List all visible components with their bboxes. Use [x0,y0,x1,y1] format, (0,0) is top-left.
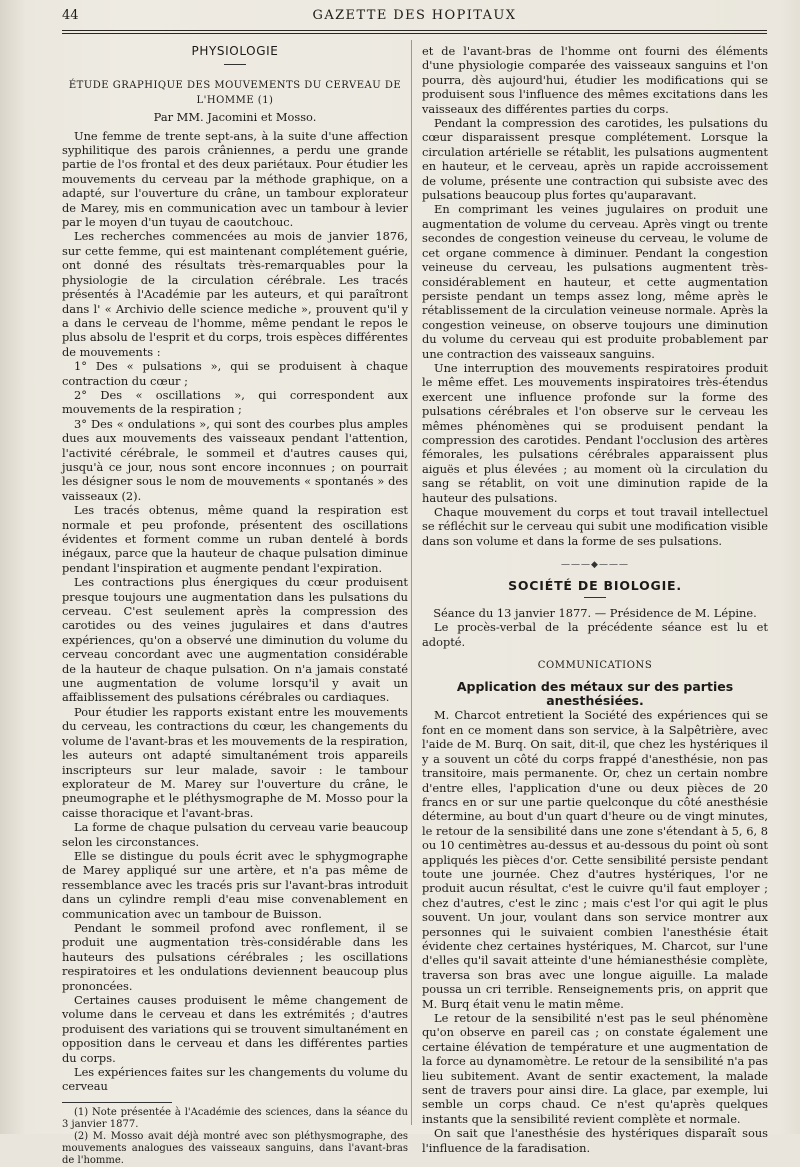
footnote-rule [62,1102,172,1103]
column-divider [411,40,412,1125]
footnote: (2) M. Mosso avait déjà montré avec son pléthysmographe, des mouvements analogues des vaisseaux sanguins, dans l'avant-bras de l'homme. [62,1130,408,1166]
session-line: Séance du 13 janvier 1877. — Présidence de M. Lépine. [433,606,757,621]
paragraph: Les tracés obtenus, même quand la respiration est normale et peu profonde, présentent des oscillations évidentes et forment comme un ruban dentelé à bords inégaux, parce que la hauteur de chaque pulsation diminue pendant l'inspiration et augmente pendant l'expiration. [62,503,408,575]
right-column [422,44,768,1155]
article-authors: Par MM. Jacomini et Mosso. [153,110,317,125]
paragraph: 3° Des « ondulations », qui sont des courbes plus amples dues aux mouvements des vaisseaux pendant l'attention, l'activité cérébrale, le sommeil et d'autres causes qui, jusqu'à ce jour, nous sont encore inconnues ; on pourrait les désigner sous le nom de mouvements « spontanés » des vaisseaux (2). [62,416,408,503]
running-title: GAZETTE DES HOPITAUX [312,8,517,23]
section-ornament: ———◆——— [561,560,629,571]
section-title: PHYSIOLOGIE [191,44,279,58]
paragraph: Elle se distingue du pouls écrit avec le sphygmographe de Marey appliqué sur une artère, et n'a pas même de ressemblance avec les tracés pris sur l'avant-bras introduit dans un cylindre rempli d'eau mise convenablement en communication avec un tambour de Buisson. [62,848,408,921]
communication-title: Application des métaux sur des parties anesthésiées. [456,678,734,709]
paragraph: Certaines causes produisent le même changement de volume dans le cerveau et dans les extrémités ; d'autres produisent des variations qui se trouvent simultanément en opposition dans le cerveau et dans les différentes parties du corps. [62,993,408,1065]
paragraph: Les expériences faites sur les changements du volume du cerveau [62,1065,408,1094]
page-header [62,6,767,28]
page-number: 44 [62,8,79,23]
paragraph: 2° Des « oscillations », qui correspondent aux mouvements de la respiration ; [62,387,408,417]
header-rule-bottom [62,33,767,34]
paragraph: et de l'avant-bras de l'homme ont fourni des éléments d'une physiologie comparée des vaisseaux sanguins et l'on pourra, dès aujourd'hui, étudier les modifications qui se produisent sous l'influence des mêmes excitations dans les vaisseaux des différentes parties du corps. [422,44,768,116]
paragraph: Pendant le sommeil profond avec ronflement, il se produit une augmentation très-considérable dans les hauteurs des pulsations cérébrales ; les oscillations respiratoires et les ondulations deviennent beaucoup plus prononcées. [62,920,408,993]
paragraph: Les recherches commencées au mois de janvier 1876, sur cette femme, qui est maintenant complétement guérie, ont donné des résultats très-remarquables pour la physiologie de la circulation cérébrale. Les tracés présentés à l'Académie par les auteurs, et qui paraîtront dans l' « Archivio delle science mediche », prouvent qu'il y a dans le cerveau de l'homme, même pendant le repos le plus absolu de l'esprit et du corps, trois espèces différentes de mouvements : [62,229,408,359]
section-rule [224,64,246,65]
paragraph: Une interruption des mouvements respiratoires produit le même effet. Les mouvements inspiratoires très-étendus exercent une influence profonde sur la forme des pulsations cérébrales et l'on observe sur le cerveau les mêmes phénomènes qui se produisent pendant la compression des carotides. Pendant l'occlusion des artères fémorales, les pulsations cérébrales apparaissent plus aiguës et plus élevées ; au moment où la circulation du sang se rétablit, on voit une diminution rapide de la hauteur des pulsations. [422,360,768,505]
paragraph: M. Charcot entretient la Société des expériences qui se font en ce moment dans son service, à la Salpêtrière, avec l'aide de M. Burq. On sait, dit-il, que chez les hystériques il y a souvent un côté du corps frappé d'anesthésie, non pas transitoire, mais permanente. Or, chez un certain nombre d'entre elles, l'application d'une ou deux pièces de 20 francs en or sur une partie quelconque du côté anesthésie détermine, au bout d'un quart d'heure ou de vingt minutes, le retour de la sensibilité dans une zone s'étendant à 5, 6, 8 ou 10 centimètres au-dessus et au-dessous du point où sont appliqués les pièces d'or. Cette sensibilité persiste pendant toute une journée. Chez d'autres hystériques, l'or ne produit aucun résultat, c'est le cuivre qu'il faut employer ; chez d'autres, c'est le zinc ; mais c'est l'or qui agit le plus souvent. Un jour, voulant dans son service montrer aux personnes qui le suivaient combien l'anesthésie était évidente chez certaines hystériques, M. Charcot, sur l'une d'elles qu'il savait atteinte d'une hémianesthésie complète, traversa son bras avec une longue aiguille. La malade poussa un cri terrible. Renseignements pris, on apprit que M. Burq était venu le matin même. [422,708,768,1011]
paragraph: 1° Des « pulsations », qui se produisent à chaque contraction du cœur ; [62,359,408,388]
left-column [62,44,408,1167]
paragraph: Chaque mouvement du corps et tout travail intellectuel se réfléchit sur le cerveau qui subit une modification visible dans son volume et dans la forme de ses pulsations. [422,505,768,548]
footnote: (1) Note présentée à l'Académie des sciences, dans la séance du 3 janvier 1877. [62,1106,408,1130]
paragraph: Une femme de trente sept-ans, à la suite d'une affection syphilitique des parois crâniennes, a perdu une grande partie de l'os frontal et des deux pariétaux. Pour étudier les mouvements du cerveau par la méthode graphique, on a adapté, sur l'ouverture du crâne, un tambour explorateur de Marey, mis en communication avec un tambour à levier par le moyen d'un tuyau de caoutchouc. [62,128,408,230]
paragraph: Pour étudier les rapports existant entre les mouvements du cerveau, les contractions du cœur, les changements du volume de l'avant-bras et les mouvements de la respiration, les auteurs ont adapté simultanément trois appareils inscripteurs sur leur malade, savoir : le tambour explorateur de M. Marey sur l'ouverture du crâne, le pneumographe et le pléthysmographe de M. Mosso pour la caisse thoracique et l'avant-bras. [62,704,408,820]
paragraph: Le retour de la sensibilité n'est pas le seul phénomène qu'on observe en pareil cas ; on constate également une certaine élévation de température et une augmentation de la force au dynamomètre. Le retour de la sensibilité n'a pas lieu subitement. Avant de sentir exactement, la malade sent de travers pour ainsi dire. La glace, par exemple, lui semble un corps chaud. Ce n'est qu'après quelques instants que la sensibilité revient complète et normale. [422,1011,768,1126]
society-title: SOCIÉTÉ DE BIOLOGIE. [508,577,682,593]
paragraph: Les contractions plus énergiques du cœur produisent presque toujours une augmentation dans les pulsations du cerveau. C'est seulement après la compression des carotides ou des veines jugulaires et dans d'autres expériences, qu'on a observé une diminution du volume du cerveau concordant avec une augmentation considérable de la hauteur de chaque pulsation. On n'a jamais constaté une augmentation de volume lorsqu'il y avait un affaiblissement des pulsations cérébrales ou cardiaques. [62,575,408,705]
paragraph: On sait que l'anesthésie des hystériques disparaît sous l'influence de la faradisation. [422,1126,768,1155]
communications-heading: COMMUNICATIONS [537,660,653,672]
paragraph: La forme de chaque pulsation du cerveau varie beaucoup selon les circonstances. [62,820,408,849]
header-rule-top [62,30,767,31]
minutes-line: Le procès-verbal de la précédente séance est lu et adopté. [422,620,768,649]
article-subtitle: ÉTUDE GRAPHIQUE DES MOUVEMENTS DU CERVEAU DE L'HOMME (1) [68,80,402,106]
paragraph: En comprimant les veines jugulaires on produit une augmentation de volume du cerveau. Après vingt ou trente secondes de congestion veineuse du cerveau, le volume de cet organe commence à diminuer. Pendant la congestion veineuse du cerveau, les pulsations augmentent très-considérablement en hauteur, et cette augmentation persiste pendant un temps assez long, même après le rétablissement de la circulation veineuse normale. Après la congestion veineuse, on observe toujours une diminution du volume du cerveau qui est produite probablement par une contraction des vaisseaux sanguins. [422,202,768,361]
paragraph: Pendant la compression des carotides, les pulsations du cœur disparaissent presque complétement. Lorsque la circulation artérielle se rétablit, les pulsations augmentent en hauteur, et le cerveau, après un rapide accroissement de volume, présente une contraction qui subsiste avec des pulsations beaucoup plus fortes qu'auparavant. [422,116,768,203]
society-rule [584,597,606,598]
